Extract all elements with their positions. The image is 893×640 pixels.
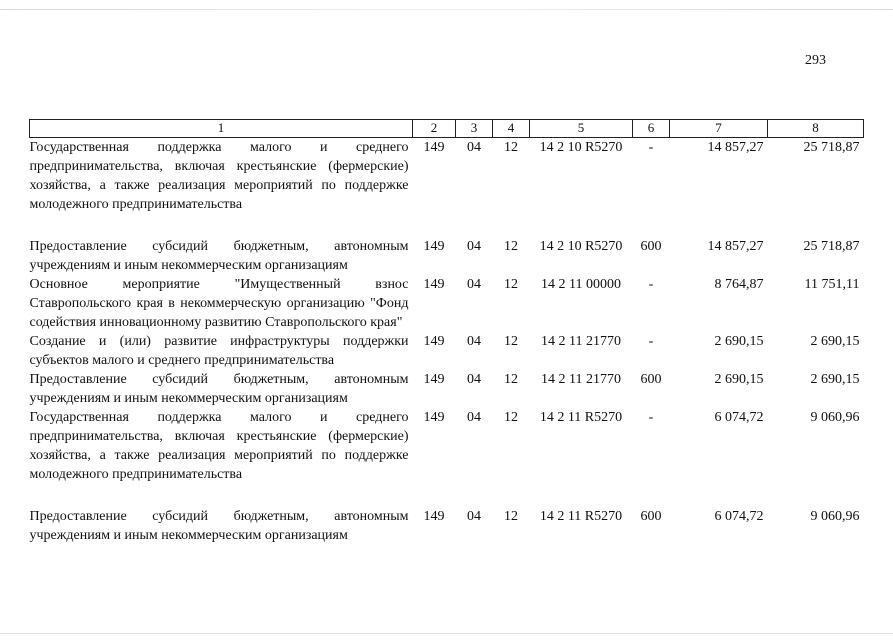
header-col-8: 8: [768, 120, 864, 138]
row-description: Предоставление субсидий бюджетным, автономным учреждениям и иным некоммерческим организациям: [29, 372, 409, 406]
table-row: [30, 237, 864, 275]
cell-section: 04: [467, 372, 481, 387]
cell-amount-1: 8 764,87: [714, 277, 764, 292]
row-description: Основное мероприятие "Имущественный взнос Ставропольского края в некоммерческую организацию "Фонд содействия инновационному развитию Ставропольского края": [29, 277, 409, 330]
cell-expense-type: -: [648, 410, 654, 425]
row-description: Государственная поддержка малого и среднего предпринимательства, включая крестьянские (фермерские) хозяйства, а также реализация мероприятий по поддержке молодежного предпринимательства: [29, 140, 409, 212]
header-col-5: 5: [530, 120, 633, 138]
cell-ministry: 149: [423, 410, 445, 425]
cell-subsection: 12: [504, 410, 518, 425]
cell-amount-2: 25 718,87: [803, 140, 860, 155]
table-row: [30, 408, 864, 507]
cell-amount-2: 2 690,15: [810, 372, 860, 387]
row-description: Создание и (или) развитие инфраструктуры поддержки субъектов малого и среднего предпринимательства: [29, 334, 409, 368]
cell-section: 04: [467, 140, 481, 155]
cell-amount-1: 6 074,72: [714, 509, 764, 524]
cell-section: 04: [467, 239, 481, 254]
cell-expense-type: 600: [640, 509, 662, 524]
cell-ministry: 149: [423, 334, 445, 349]
cell-target-article: 14 2 10 R5270: [539, 140, 623, 155]
table-row: [30, 275, 864, 332]
header-col-6: 6: [633, 120, 670, 138]
table-row: [30, 370, 864, 408]
cell-ministry: 149: [423, 239, 445, 254]
cell-subsection: 12: [504, 334, 518, 349]
cell-amount-2: 11 751,11: [804, 277, 860, 292]
table-row: [30, 507, 864, 545]
row-description: Предоставление субсидий бюджетным, автономным учреждениям и иным некоммерческим организациям: [29, 509, 409, 543]
cell-subsection: 12: [504, 140, 518, 155]
cell-ministry: 149: [423, 140, 445, 155]
cell-expense-type: 600: [640, 372, 662, 387]
row-description: Государственная поддержка малого и среднего предпринимательства, включая крестьянские (фермерские) хозяйства, а также реализация мероприятий по поддержке молодежного предпринимательства: [29, 410, 409, 482]
header-col-7: 7: [670, 120, 768, 138]
header-col-1: 1: [30, 120, 413, 138]
row-description: Предоставление субсидий бюджетным, автономным учреждениям и иным некоммерческим организациям: [29, 239, 409, 273]
cell-amount-1: 6 074,72: [714, 410, 764, 425]
cell-target-article: 14 2 11 R5270: [539, 509, 623, 524]
cell-target-article: 14 2 10 R5270: [539, 239, 623, 254]
table-header: [30, 120, 864, 138]
cell-expense-type: -: [648, 334, 654, 349]
header-row: [30, 120, 864, 138]
cell-subsection: 12: [504, 277, 518, 292]
cell-target-article: 14 2 11 R5270: [539, 410, 623, 425]
scan-edge-top: [0, 9, 893, 10]
cell-section: 04: [467, 277, 481, 292]
table-row: [30, 332, 864, 370]
header-col-2: 2: [413, 120, 456, 138]
cell-ministry: 149: [423, 277, 445, 292]
cell-subsection: 12: [504, 239, 518, 254]
cell-expense-type: -: [648, 277, 654, 292]
table-body: [30, 138, 864, 546]
table-row: [30, 138, 864, 238]
cell-amount-1: 14 857,27: [707, 239, 764, 254]
cell-amount-1: 14 857,27: [707, 140, 764, 155]
cell-subsection: 12: [504, 372, 518, 387]
cell-section: 04: [467, 334, 481, 349]
cell-expense-type: -: [648, 140, 654, 155]
cell-amount-1: 2 690,15: [714, 372, 764, 387]
cell-subsection: 12: [504, 509, 518, 524]
cell-amount-2: 2 690,15: [810, 334, 860, 349]
header-col-4: 4: [493, 120, 530, 138]
cell-expense-type: 600: [640, 239, 662, 254]
scan-edge-bottom: [0, 633, 893, 634]
cell-amount-2: 9 060,96: [810, 509, 860, 524]
cell-target-article: 14 2 11 00000: [541, 277, 621, 292]
cell-section: 04: [467, 410, 481, 425]
cell-amount-1: 2 690,15: [714, 334, 764, 349]
budget-table: [29, 119, 864, 545]
cell-target-article: 14 2 11 21770: [541, 334, 621, 349]
cell-amount-2: 9 060,96: [810, 410, 860, 425]
cell-ministry: 149: [423, 372, 445, 387]
page-number: 293: [805, 53, 826, 68]
cell-amount-2: 25 718,87: [803, 239, 860, 254]
cell-ministry: 149: [423, 509, 445, 524]
header-col-3: 3: [456, 120, 493, 138]
cell-section: 04: [467, 509, 481, 524]
cell-target-article: 14 2 11 21770: [541, 372, 621, 387]
